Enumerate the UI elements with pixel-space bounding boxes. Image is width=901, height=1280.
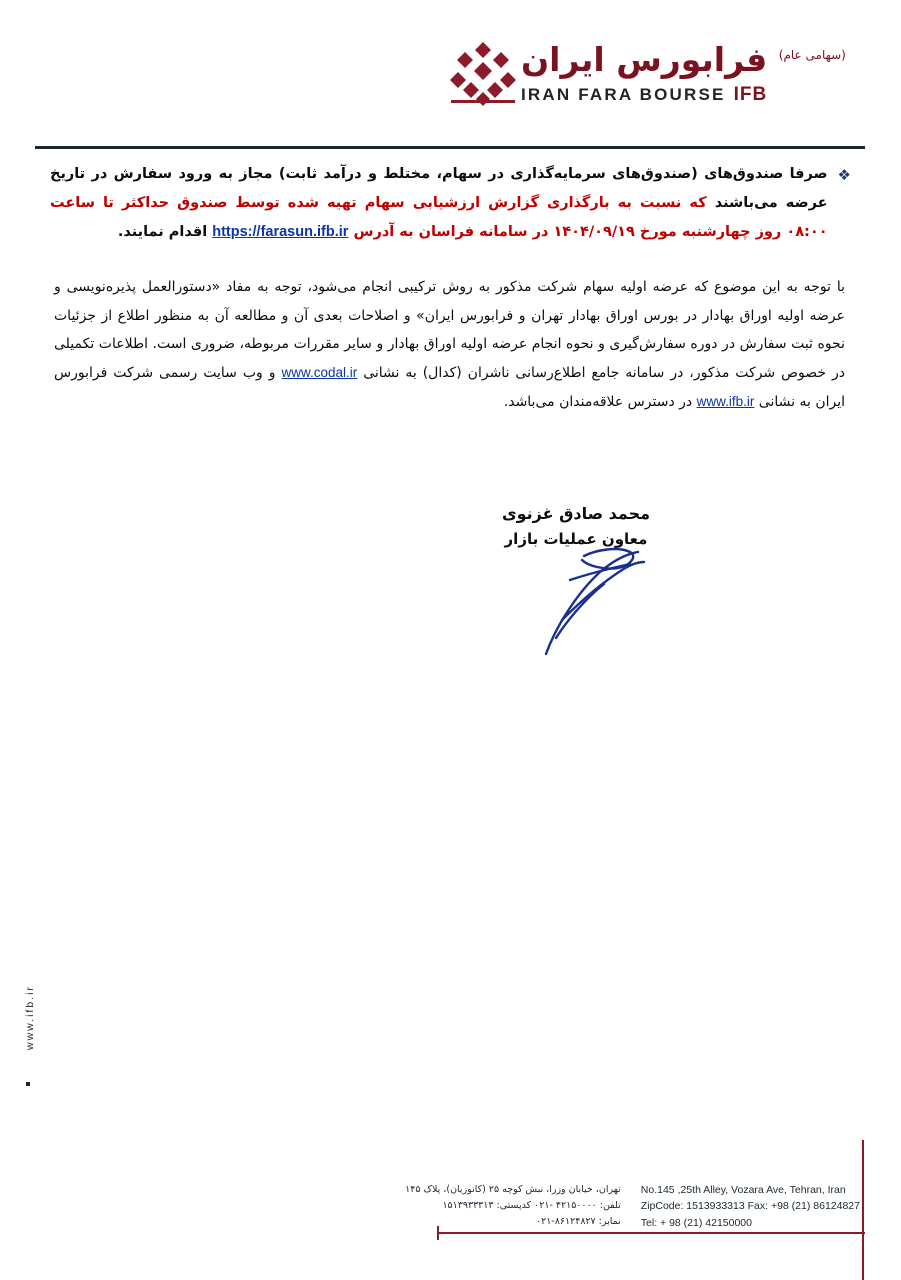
signatory-name: محمد صادق غزنوی [501,504,651,523]
fara-bourse-emblem-icon [445,38,521,110]
footer-address-en [641,1182,860,1232]
main-paragraph-part-3: در دسترس علاقه‌مندان می‌باشد. [503,393,693,410]
bullet-line-3-post: اقدام نمایند. [117,224,208,240]
header-divider [35,146,865,149]
document-body [50,160,851,416]
codal-link[interactable]: www.codal.ir [281,365,358,381]
footer-en-line-2: ZipCode: 1513933313 Fax: +98 (21) 86124827 [640,1200,860,1213]
bullet-line-3-pre: در سامانه فراسان به آدرس [353,224,549,240]
main-paragraph-part-2: و وب سایت رسمی شرکت فرابورس ایران به نشانی [54,365,845,410]
logo-ifb-mark: IFB [733,84,768,106]
logo-title-en: IRAN FARA BOURSE [521,85,726,105]
logo-subtitle-fa: (سهامی عام) [778,48,846,62]
bullet-line-2: که نسبت به بارگذاری گزارش ارزشیابی سهام تهیه شده توسط صندوق حداکثر تا ساعت ۰۸:۰۰ روز چهارشنبه مورخ ۱۴۰۴/۰۹/۱۹ [50,195,828,240]
footer-divider [437,1232,865,1234]
footer-address-block [405,1182,860,1232]
side-dot-marker [26,1082,30,1086]
main-paragraph [50,273,851,416]
logo-text-block [521,38,846,106]
footer-fa-line-2: تلفن: ۴۲۱۵۰۰۰۰ -۰۲۱ کدپستی: ۱۵۱۳۹۳۳۳۱۳ [442,1199,621,1211]
bullet-paragraph-text [50,160,828,247]
footer-en-line-1: No.145 ,25th Alley, Vozara Ave, Tehran, Iran [640,1183,846,1196]
letterhead-header [435,38,865,110]
farasun-link[interactable]: https://farasun.ifb.ir [212,224,349,240]
logo-en-row [521,84,767,106]
footer-fa-line-3: نمابر: ۸۶۱۲۴۸۲۷-۰۲۱ [536,1215,621,1227]
footer-fa-line-1: تهران، خیابان وزرا، نبش کوچه ۲۵ (کانوزیان)، پلاک ۱۴۵ [405,1183,621,1195]
handwritten-signature-icon [526,534,706,664]
footer-en-line-3: Tel: + 98 (21) 42150000 [640,1217,752,1230]
logo-row [435,38,865,110]
bullet-icon: ❖ [837,166,851,184]
footer-address-fa [405,1182,621,1230]
bullet-paragraph [50,160,851,247]
main-paragraph-part-1: با توجه به این موضوع که عرضه اولیه سهام شرکت مذکور به روش ترکیبی انجام می‌شود، توجه به مفاد «دستورالعمل پذیره‌نویسی و عرضه اولیه اوراق بهادار در بورس اوراق بهادار تهران و فرابورس ایران» و اصلاحات بعدی آن و مطالعه آن به منظور اطلاع از جزئیات نحوه ثبت سفارش در دوره سفارش‌گیری و نحوه انجام عرضه اولیه اوراق بهادار و سایر مقررات مربوطه، ضروری است. اطلاعات تکمیلی در خصوص شرکت مذکور، در سامانه جامع اطلاع‌رسانی ناشران (کدال) به نشانی [54,279,846,382]
side-website-url: www.ifb.ir [24,985,36,1050]
footer-vertical-rule [862,1140,864,1280]
bullet-line-1: صرفا صندوق‌های (صندوق‌های سرمایه‌گذاری در سهام، مختلط و درآمد ثابت) مجاز به ورود سفارش در تاریخ عرضه می‌باشند [50,166,828,211]
ifb-link[interactable]: www.ifb.ir [696,393,755,409]
logo-title-fa: $^{(سهامی عام)}$ فرابورس ایران [521,40,846,79]
signatory-title: معاون عملیات بازار [504,530,648,549]
